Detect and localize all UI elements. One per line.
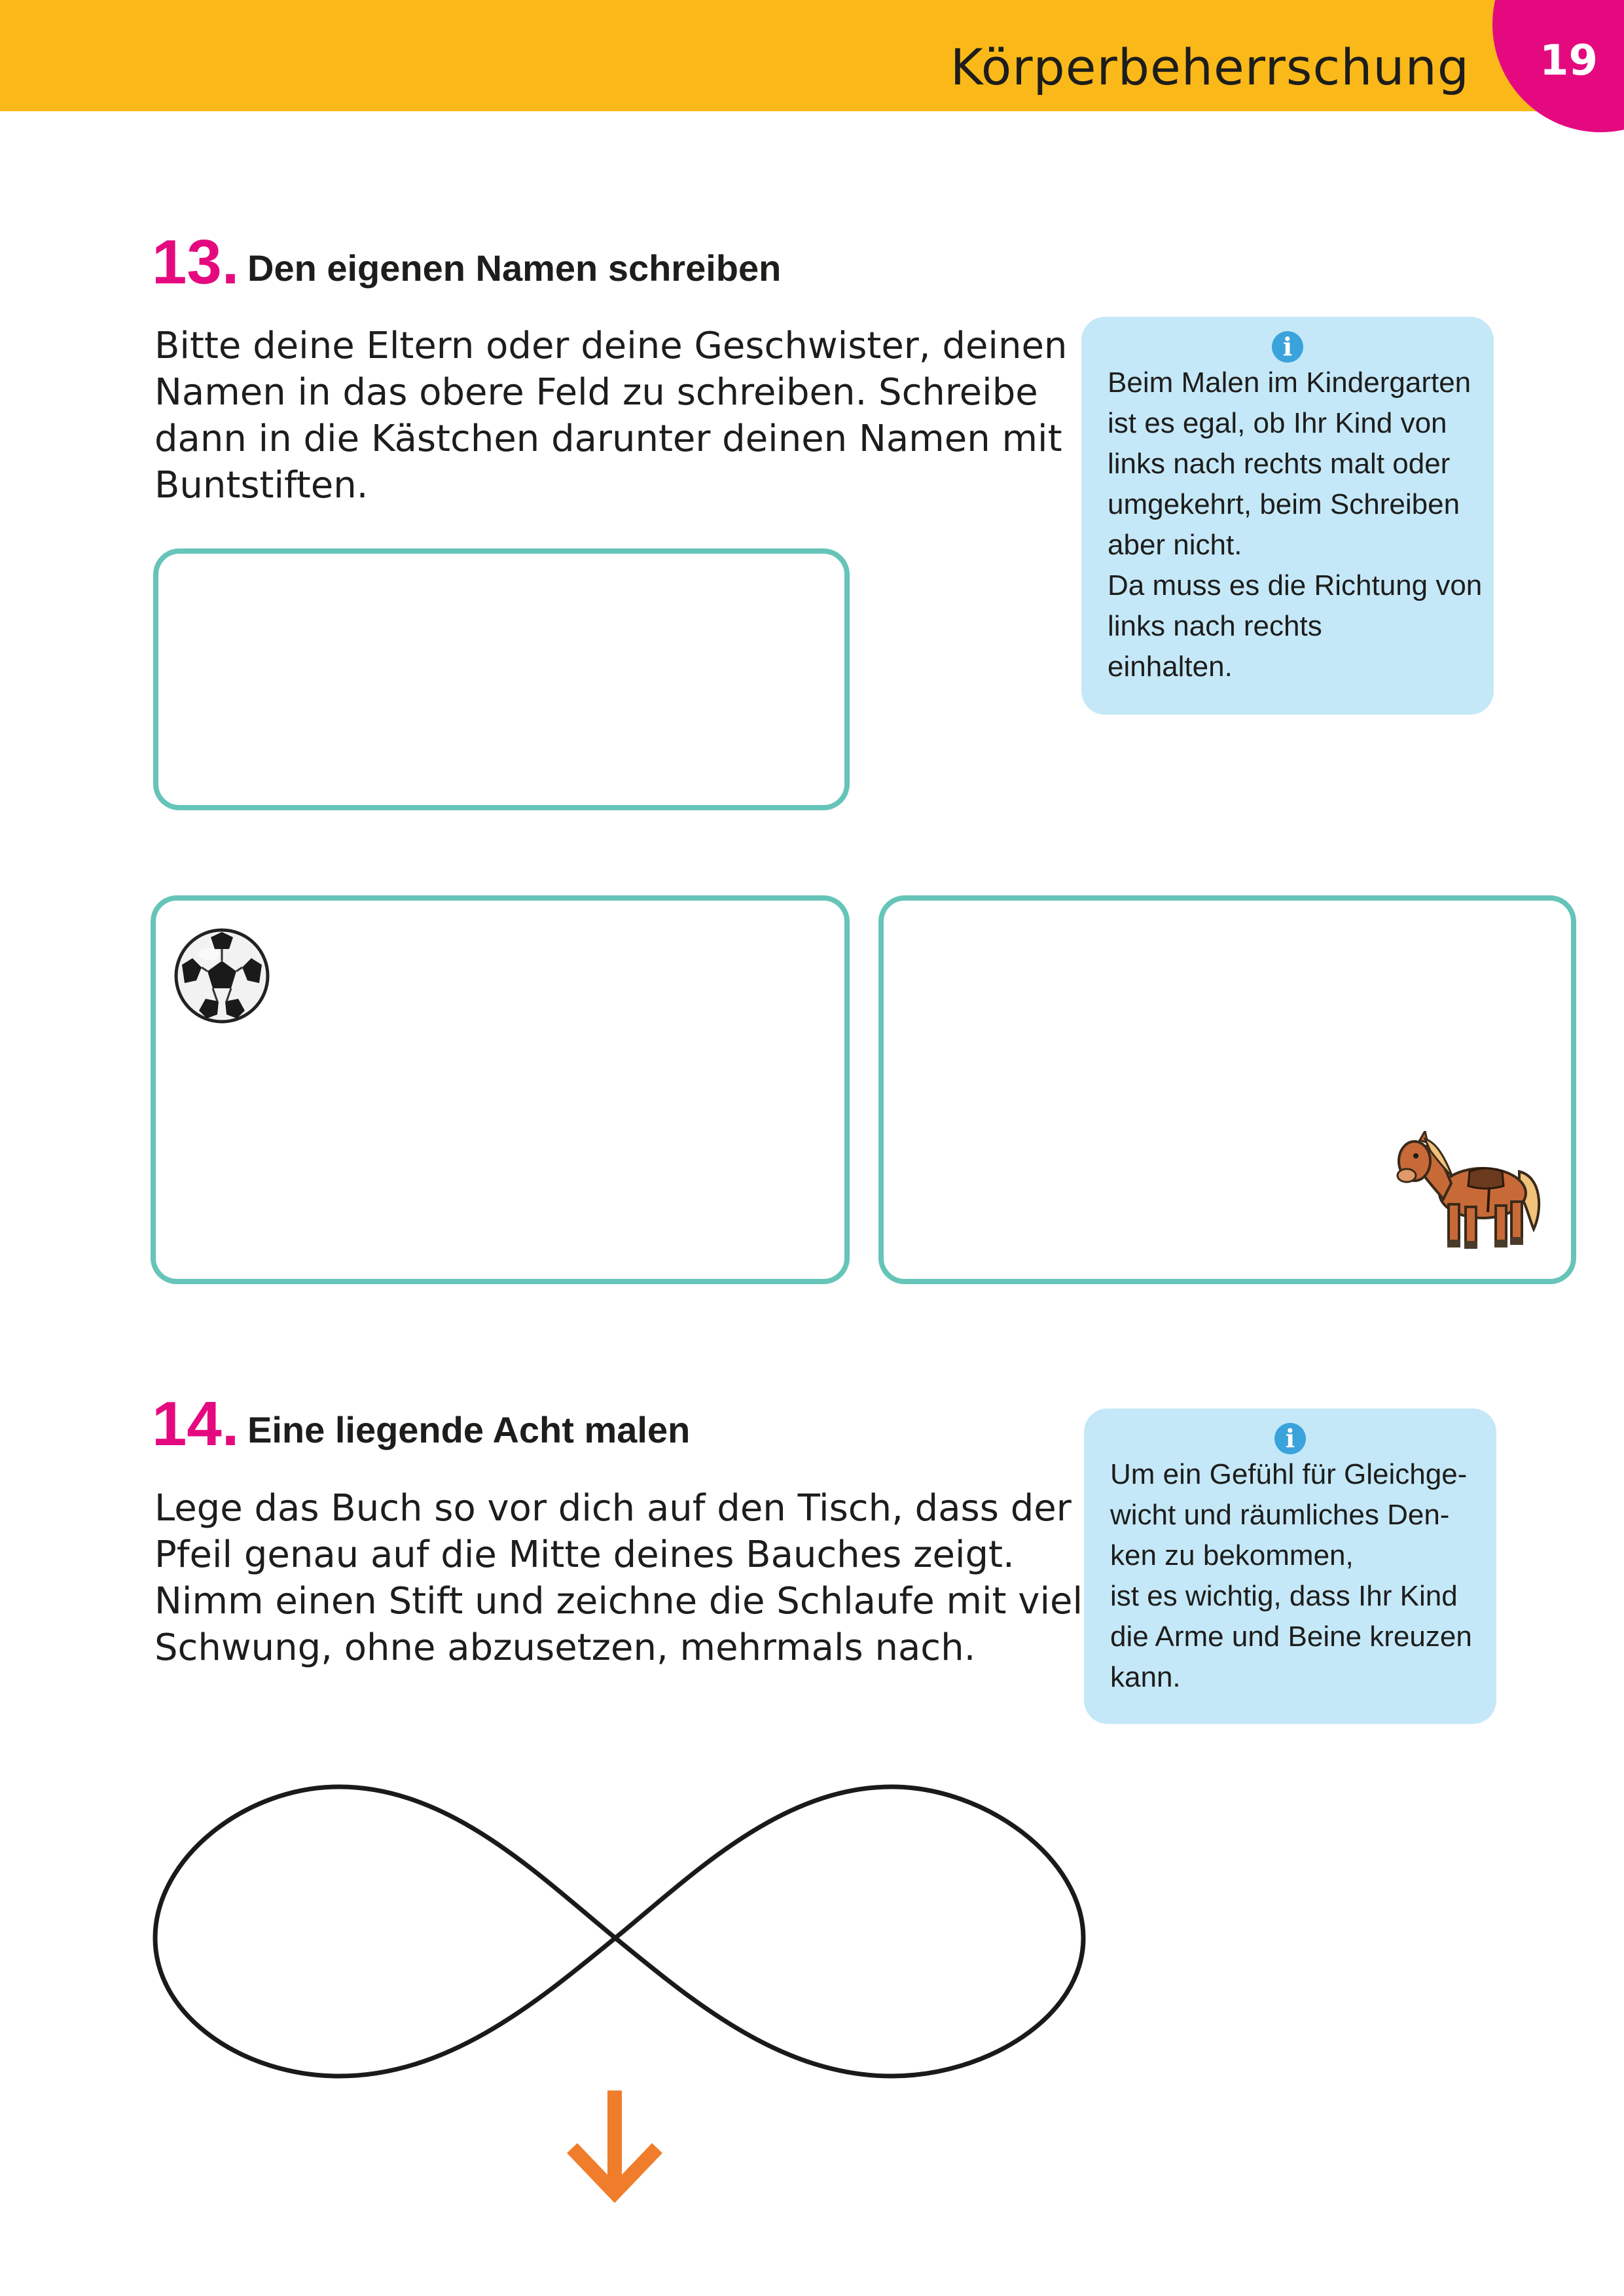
- exercise-14-instructions: [154, 1485, 1083, 1671]
- soccer-ball-icon: [173, 927, 271, 1025]
- name-writing-box-left[interactable]: [151, 895, 850, 1284]
- info-line: umgekehrt, beim Schreiben: [1108, 488, 1460, 520]
- info-line: wicht und räumliches Den-: [1110, 1499, 1450, 1531]
- lying-eight-drawing-area[interactable]: [148, 1767, 1091, 2081]
- exercise-13-instructions: [154, 323, 1067, 509]
- exercise-13-title: Den eigenen Namen schreiben: [247, 247, 782, 289]
- info-line: ist es egal, ob Ihr Kind von: [1108, 407, 1447, 439]
- parent-info-box-13: [1081, 317, 1494, 715]
- instruction-line: Pfeil genau auf die Mitte deines Bauches zeigt.: [154, 1534, 1015, 1576]
- exercise-13-number: 13.: [152, 227, 240, 297]
- info-line: Da muss es die Richtung von: [1108, 569, 1483, 601]
- name-writing-field-top[interactable]: [153, 548, 850, 810]
- arrow-down-icon: [566, 2087, 664, 2204]
- lying-eight-outline: [155, 1787, 1083, 2076]
- page-title: Körperbeherrschung: [950, 38, 1470, 96]
- instruction-line: Nimm einen Stift und zeichne die Schlaufe mit viel: [154, 1580, 1083, 1623]
- info-line: aber nicht.: [1108, 529, 1242, 561]
- info-line: Beim Malen im Kindergarten: [1108, 367, 1471, 399]
- instruction-line: Buntstiften.: [154, 464, 369, 507]
- instruction-line: Bitte deine Eltern oder deine Geschwister, deinen: [154, 325, 1068, 367]
- page-number: 19: [1540, 37, 1598, 85]
- exercise-14-title: Eine liegende Acht malen: [247, 1409, 691, 1450]
- exercise-14-number: 14.: [152, 1389, 240, 1459]
- info-line: Um ein Gefühl für Gleichge-: [1110, 1458, 1468, 1490]
- info-line: die Arme und Beine kreuzen: [1110, 1621, 1472, 1653]
- info-line: ken zu bekommen,: [1110, 1539, 1354, 1571]
- instruction-line: dann in die Kästchen darunter deinen Namen mit: [154, 418, 1062, 460]
- name-writing-box-right[interactable]: [878, 895, 1576, 1284]
- info-line: links nach rechts malt oder: [1108, 448, 1451, 480]
- parent-info-box-14: [1084, 1408, 1496, 1724]
- info-line: kann.: [1110, 1661, 1181, 1693]
- pony-icon: [1391, 1131, 1548, 1255]
- instruction-line: Lege das Buch so vor dich auf den Tisch, dass der: [154, 1487, 1072, 1530]
- instruction-line: Schwung, ohne abzusetzen, mehrmals nach.: [154, 1626, 976, 1669]
- info-line: links nach rechts: [1108, 610, 1322, 642]
- info-line: ist es wichtig, dass Ihr Kind: [1110, 1580, 1458, 1612]
- info-icon: i: [1274, 1423, 1306, 1454]
- info-icon: i: [1272, 331, 1303, 363]
- instruction-line: Namen in das obere Feld zu schreiben. Schreibe: [154, 371, 1038, 414]
- info-line: einhalten.: [1108, 651, 1233, 683]
